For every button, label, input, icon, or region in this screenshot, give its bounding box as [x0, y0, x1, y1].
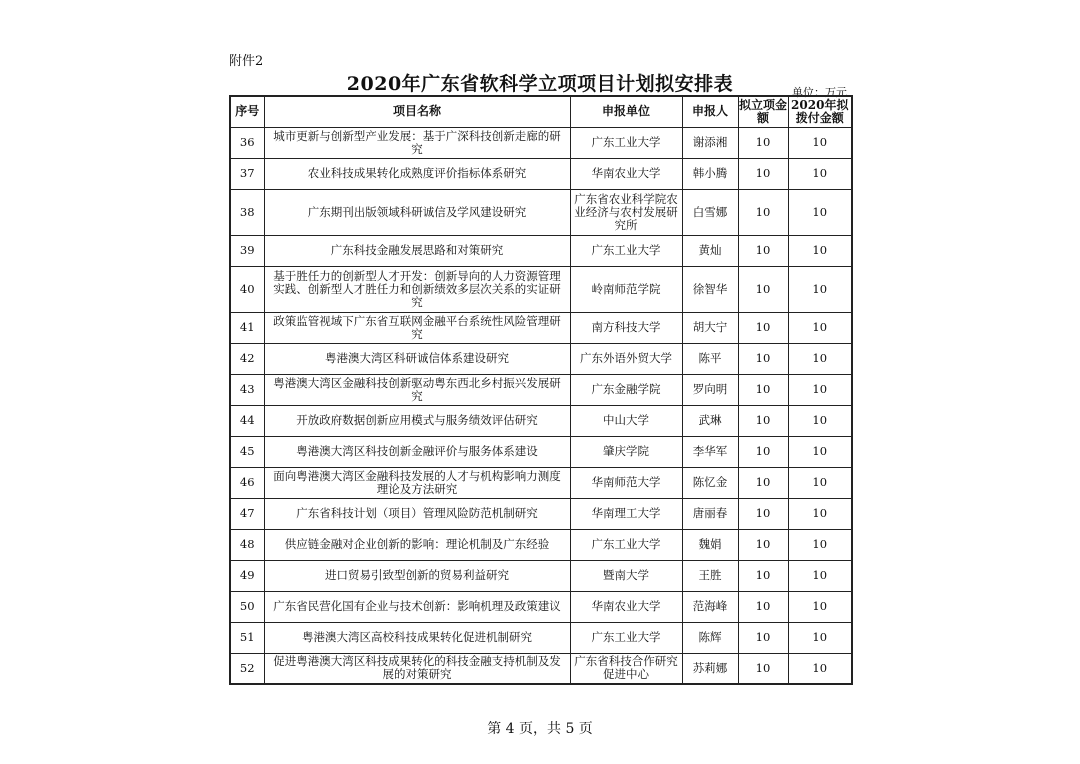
applicant-unit: 广东省科技合作研究促进中心 [570, 653, 682, 684]
table-row [230, 158, 852, 189]
approved-amount: 10 [738, 266, 788, 312]
row-number: 45 [230, 436, 264, 467]
row-number: 39 [230, 235, 264, 266]
applicant-unit: 广东工业大学 [570, 235, 682, 266]
approved-amount: 10 [738, 622, 788, 653]
row-number: 44 [230, 405, 264, 436]
table-row [230, 653, 852, 684]
table-row [230, 436, 852, 467]
applicant: 武琳 [682, 405, 738, 436]
allocated-amount: 10 [788, 591, 852, 622]
allocated-amount: 10 [788, 498, 852, 529]
approved-amount: 10 [738, 498, 788, 529]
applicant: 罗向明 [682, 374, 738, 405]
applicant: 王胜 [682, 560, 738, 591]
table-row [230, 529, 852, 560]
row-number: 42 [230, 343, 264, 374]
allocated-amount: 10 [788, 622, 852, 653]
column-header-allocated: 2020年拟拨付金额 [788, 96, 852, 127]
approved-amount: 10 [738, 591, 788, 622]
applicant-unit: 广东省农业科学院农业经济与农村发展研究所 [570, 189, 682, 235]
unit-label: 单位：万元 [792, 86, 847, 99]
applicant: 陈忆金 [682, 467, 738, 498]
project-name: 广东科技金融发展思路和对策研究 [264, 235, 570, 266]
allocated-amount: 10 [788, 235, 852, 266]
applicant-unit: 中山大学 [570, 405, 682, 436]
applicant: 白雪娜 [682, 189, 738, 235]
applicant-unit: 广东工业大学 [570, 529, 682, 560]
table-row [230, 189, 852, 235]
allocated-amount: 10 [788, 467, 852, 498]
allocated-amount: 10 [788, 374, 852, 405]
applicant-unit: 岭南师范学院 [570, 266, 682, 312]
project-name: 供应链金融对企业创新的影响：理论机制及广东经验 [264, 529, 570, 560]
applicant-unit: 南方科技大学 [570, 312, 682, 343]
applicant: 唐丽春 [682, 498, 738, 529]
table-row [230, 312, 852, 343]
allocated-amount: 10 [788, 127, 852, 158]
project-name: 广东省民营化国有企业与技术创新：影响机理及政策建议 [264, 591, 570, 622]
column-header-name: 项目名称 [264, 96, 570, 127]
allocated-amount: 10 [788, 405, 852, 436]
row-number: 51 [230, 622, 264, 653]
table-row [230, 622, 852, 653]
approved-amount: 10 [738, 127, 788, 158]
table-row [230, 560, 852, 591]
allocated-amount: 10 [788, 312, 852, 343]
project-name: 城市更新与创新型产业发展：基于广深科技创新走廊的研究 [264, 127, 570, 158]
table-header-row [230, 96, 852, 127]
applicant-unit: 暨南大学 [570, 560, 682, 591]
approved-amount: 10 [738, 235, 788, 266]
applicant-unit: 华南师范大学 [570, 467, 682, 498]
column-header-approved: 拟立项金额 [738, 96, 788, 127]
allocated-amount: 10 [788, 529, 852, 560]
row-number: 38 [230, 189, 264, 235]
row-number: 41 [230, 312, 264, 343]
row-number: 48 [230, 529, 264, 560]
row-number: 37 [230, 158, 264, 189]
project-name: 进口贸易引致型创新的贸易利益研究 [264, 560, 570, 591]
applicant: 胡大宁 [682, 312, 738, 343]
table-row [230, 343, 852, 374]
column-header-no: 序号 [230, 96, 264, 127]
project-name: 粤港澳大湾区科技创新金融评价与服务体系建设 [264, 436, 570, 467]
approved-amount: 10 [738, 405, 788, 436]
table-row [230, 235, 852, 266]
attachment-label: 附件2 [229, 54, 264, 69]
row-number: 50 [230, 591, 264, 622]
row-number: 36 [230, 127, 264, 158]
project-name: 面向粤港澳大湾区金融科技发展的人才与机构影响力测度理论及方法研究 [264, 467, 570, 498]
applicant-unit: 华南农业大学 [570, 591, 682, 622]
approved-amount: 10 [738, 467, 788, 498]
project-name: 粤港澳大湾区高校科技成果转化促进机制研究 [264, 622, 570, 653]
approved-amount: 10 [738, 312, 788, 343]
applicant-unit: 广东工业大学 [570, 622, 682, 653]
column-header-unit: 申报单位 [570, 96, 682, 127]
applicant-unit: 广东外语外贸大学 [570, 343, 682, 374]
project-name: 基于胜任力的创新型人才开发：创新导向的人力资源管理实践、创新型人才胜任力和创新绩效多层次关系的实证研究 [264, 266, 570, 312]
project-name: 开放政府数据创新应用模式与服务绩效评估研究 [264, 405, 570, 436]
row-number: 49 [230, 560, 264, 591]
approved-amount: 10 [738, 529, 788, 560]
row-number: 46 [230, 467, 264, 498]
applicant: 范海峰 [682, 591, 738, 622]
table-row [230, 591, 852, 622]
project-name: 广东期刊出版领域科研诚信及学风建设研究 [264, 189, 570, 235]
applicant: 苏莉娜 [682, 653, 738, 684]
applicant-unit: 广东工业大学 [570, 127, 682, 158]
applicant: 徐智华 [682, 266, 738, 312]
project-name: 粤港澳大湾区金融科技创新驱动粤东西北乡村振兴发展研究 [264, 374, 570, 405]
allocated-amount: 10 [788, 189, 852, 235]
applicant: 韩小腾 [682, 158, 738, 189]
row-number: 40 [230, 266, 264, 312]
row-number: 43 [230, 374, 264, 405]
table-row [230, 127, 852, 158]
applicant-unit: 华南农业大学 [570, 158, 682, 189]
project-name: 农业科技成果转化成熟度评价指标体系研究 [264, 158, 570, 189]
project-table [229, 95, 853, 685]
project-name: 政策监管视域下广东省互联网金融平台系统性风险管理研究 [264, 312, 570, 343]
page-title: 2020年广东省软科学立项项目计划拟安排表 [346, 73, 734, 95]
row-number: 52 [230, 653, 264, 684]
table-row [230, 467, 852, 498]
table-body [230, 127, 852, 684]
table-row [230, 374, 852, 405]
approved-amount: 10 [738, 158, 788, 189]
table-row [230, 405, 852, 436]
approved-amount: 10 [738, 374, 788, 405]
allocated-amount: 10 [788, 158, 852, 189]
applicant: 陈平 [682, 343, 738, 374]
approved-amount: 10 [738, 560, 788, 591]
column-header-person: 申报人 [682, 96, 738, 127]
allocated-amount: 10 [788, 653, 852, 684]
approved-amount: 10 [738, 189, 788, 235]
row-number: 47 [230, 498, 264, 529]
applicant: 陈辉 [682, 622, 738, 653]
applicant: 谢添湘 [682, 127, 738, 158]
project-name: 广东省科技计划（项目）管理风险防范机制研究 [264, 498, 570, 529]
page-number: 第 4 页，共 5 页 [487, 721, 593, 737]
approved-amount: 10 [738, 436, 788, 467]
allocated-amount: 10 [788, 560, 852, 591]
approved-amount: 10 [738, 343, 788, 374]
applicant-unit: 广东金融学院 [570, 374, 682, 405]
applicant: 黄灿 [682, 235, 738, 266]
applicant: 魏娟 [682, 529, 738, 560]
applicant: 李华军 [682, 436, 738, 467]
approved-amount: 10 [738, 653, 788, 684]
allocated-amount: 10 [788, 343, 852, 374]
allocated-amount: 10 [788, 436, 852, 467]
allocated-amount: 10 [788, 266, 852, 312]
applicant-unit: 华南理工大学 [570, 498, 682, 529]
project-name: 促进粤港澳大湾区科技成果转化的科技金融支持机制及发展的对策研究 [264, 653, 570, 684]
applicant-unit: 肇庆学院 [570, 436, 682, 467]
project-name: 粤港澳大湾区科研诚信体系建设研究 [264, 343, 570, 374]
table-row [230, 266, 852, 312]
table-row [230, 498, 852, 529]
